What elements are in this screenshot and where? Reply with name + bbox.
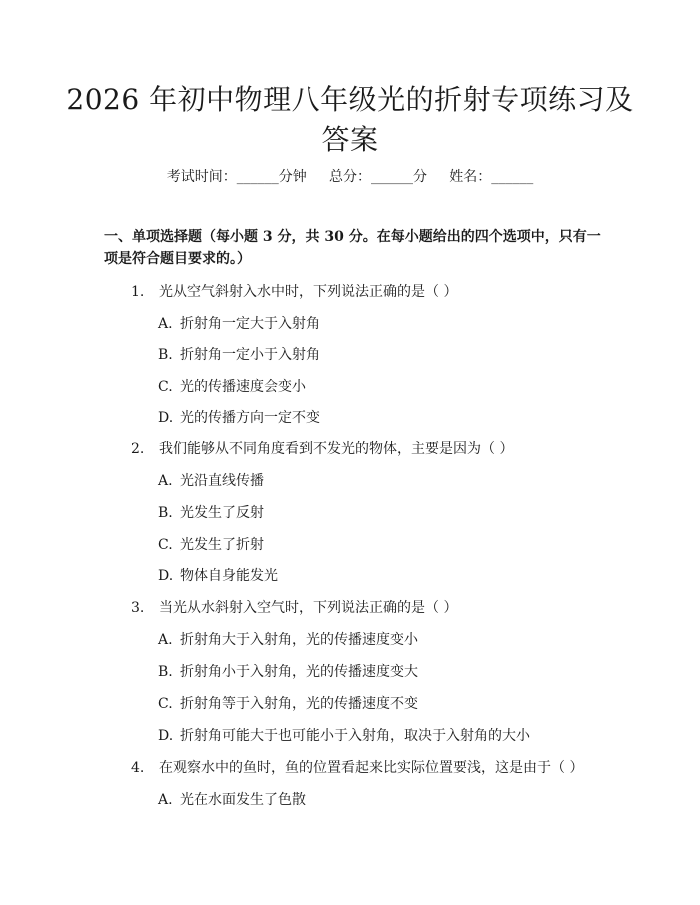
option-2d <box>158 566 628 586</box>
option-letter: B. <box>158 505 173 521</box>
question-number: 4. <box>131 760 145 776</box>
question-1 <box>131 282 631 302</box>
option-letter: C. <box>158 379 173 395</box>
option-1b <box>158 345 628 365</box>
option-text: 光发生了折射 <box>180 537 264 553</box>
option-3d <box>158 726 628 746</box>
question-stem: 在观察水中的鱼时，鱼的位置看起来比实际位置要浅，这是由于（ ） <box>159 760 584 776</box>
option-letter: C. <box>158 696 173 712</box>
question-number: 3. <box>131 600 145 616</box>
option-text: 折射角等于入射角，光的传播速度不变 <box>180 696 418 712</box>
option-1a <box>158 314 628 334</box>
option-3c <box>158 694 628 714</box>
title-line-1: 2026 年初中物理八年级光的折射专项练习及 <box>66 83 634 116</box>
option-text: 折射角可能大于也可能小于入射角，取决于入射角的大小 <box>180 728 530 744</box>
option-text: 光的传播方向一定不变 <box>180 410 320 426</box>
option-text: 光发生了反射 <box>180 505 264 521</box>
question-2 <box>131 439 631 459</box>
option-letter: D. <box>158 410 174 426</box>
option-text: 折射角小于入射角，光的传播速度变大 <box>180 664 418 680</box>
option-letter: D. <box>158 728 174 744</box>
question-3 <box>131 598 631 618</box>
option-text: 物体自身能发光 <box>180 568 278 584</box>
option-letter: A. <box>158 792 173 808</box>
question-4 <box>131 758 631 778</box>
option-text: 折射角大于入射角，光的传播速度变小 <box>180 632 418 648</box>
option-1c <box>158 377 628 397</box>
option-letter: B. <box>158 347 173 363</box>
exam-meta-line: 考试时间：______分钟 总分：______分 姓名：______ <box>166 169 534 185</box>
option-letter: B. <box>158 664 173 680</box>
document-title <box>60 80 640 160</box>
title-line-2: 答案 <box>321 123 379 156</box>
question-stem: 光从空气斜射入水中时，下列说法正确的是（ ） <box>159 284 458 300</box>
question-number: 2. <box>131 441 145 457</box>
option-text: 光在水面发生了色散 <box>180 792 306 808</box>
question-number: 1. <box>131 284 145 300</box>
option-text: 光的传播速度会变小 <box>180 379 306 395</box>
option-text: 折射角一定小于入射角 <box>180 347 320 363</box>
option-4a <box>158 790 628 810</box>
option-2b <box>158 503 628 523</box>
option-1d <box>158 408 628 428</box>
option-3a <box>158 630 628 650</box>
option-letter: A. <box>158 632 173 648</box>
option-text: 折射角一定大于入射角 <box>180 316 320 332</box>
option-letter: A. <box>158 473 173 489</box>
option-2c <box>158 535 628 555</box>
section-heading: 一、单项选择题（每小题 3 分，共 30 分。在每小题给出的四个选项中，只有一项是符合题目要求的。） <box>104 229 601 267</box>
option-2a <box>158 471 628 491</box>
option-3b <box>158 662 628 682</box>
option-letter: C. <box>158 537 173 553</box>
question-stem: 当光从水斜射入空气时，下列说法正确的是（ ） <box>159 600 458 616</box>
option-text: 光沿直线传播 <box>180 473 264 489</box>
option-letter: A. <box>158 316 173 332</box>
option-letter: D. <box>158 568 174 584</box>
question-stem: 我们能够从不同角度看到不发光的物体，主要是因为（ ） <box>159 441 514 457</box>
